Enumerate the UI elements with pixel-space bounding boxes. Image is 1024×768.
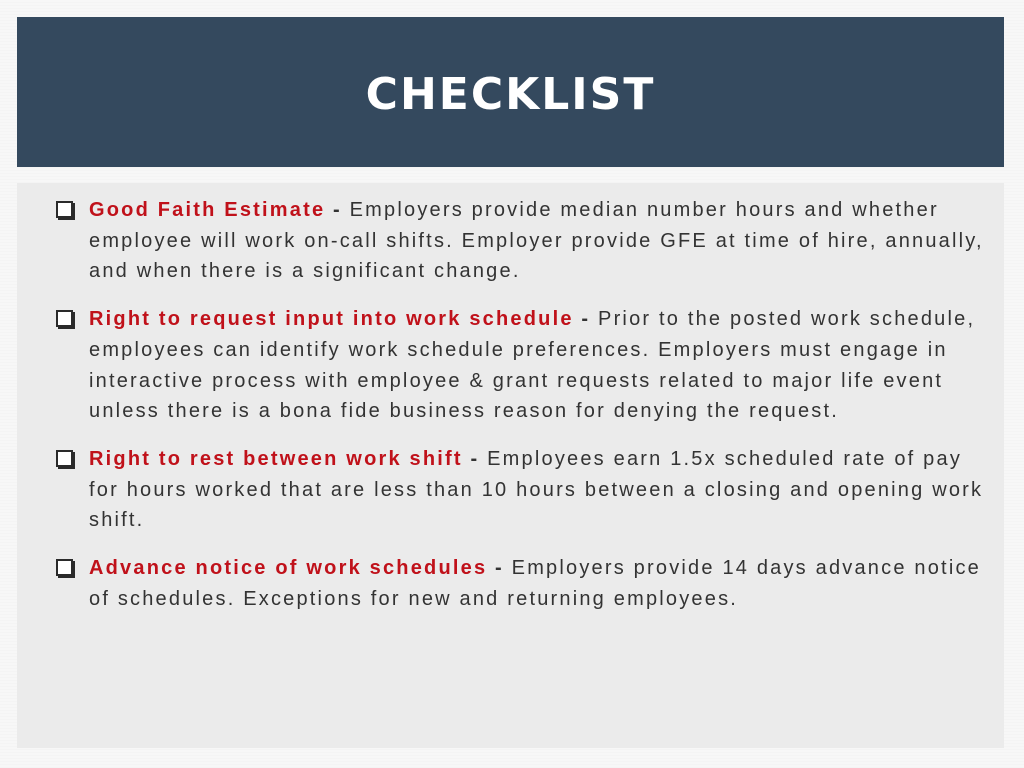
item-description: Employees earn 1.5x scheduled rate of pay for hours worked that are less than 10 hours between a closing and opening work shift. bbox=[89, 447, 984, 532]
slide-body bbox=[17, 183, 1004, 748]
checklist-item-advance-notice bbox=[55, 553, 985, 614]
item-description: Prior to the posted work schedule, employees can identify work schedule preferences. Employers must engage in interactive process with employee & grant requests related to major life event unless there is a bona fide business reason for denying the request. bbox=[89, 308, 976, 423]
checkbox-icon bbox=[56, 559, 73, 576]
item-separator: - bbox=[573, 308, 599, 331]
checkbox-icon bbox=[56, 201, 73, 218]
item-term: Right to rest between work shift bbox=[89, 447, 463, 470]
item-term: Advance notice of work schedules bbox=[89, 557, 488, 580]
checklist-item-right-to-rest bbox=[55, 444, 985, 536]
item-description: Employers provide median number hours and whether employee will work on-call shifts. Employer provide GFE at time of hire, annually, and when there is a significant change. bbox=[89, 199, 984, 283]
checklist-item-good-faith-estimate bbox=[55, 195, 985, 287]
slide-header bbox=[17, 17, 1004, 167]
item-term: Good Faith Estimate bbox=[89, 199, 326, 221]
item-description: Employers provide 14 days advance notice of schedules. Exceptions for new and returning employees. bbox=[89, 557, 981, 610]
slide-title: CHECKLIST bbox=[365, 68, 656, 120]
item-separator: - bbox=[325, 199, 350, 221]
checkbox-icon bbox=[56, 310, 73, 327]
checklist-item-right-to-request-input bbox=[55, 304, 985, 427]
item-term: Right to request input into work schedule bbox=[89, 308, 574, 331]
item-separator: - bbox=[487, 557, 512, 580]
checkbox-icon bbox=[56, 450, 73, 467]
item-separator: - bbox=[462, 447, 488, 470]
checklist bbox=[55, 195, 985, 631]
